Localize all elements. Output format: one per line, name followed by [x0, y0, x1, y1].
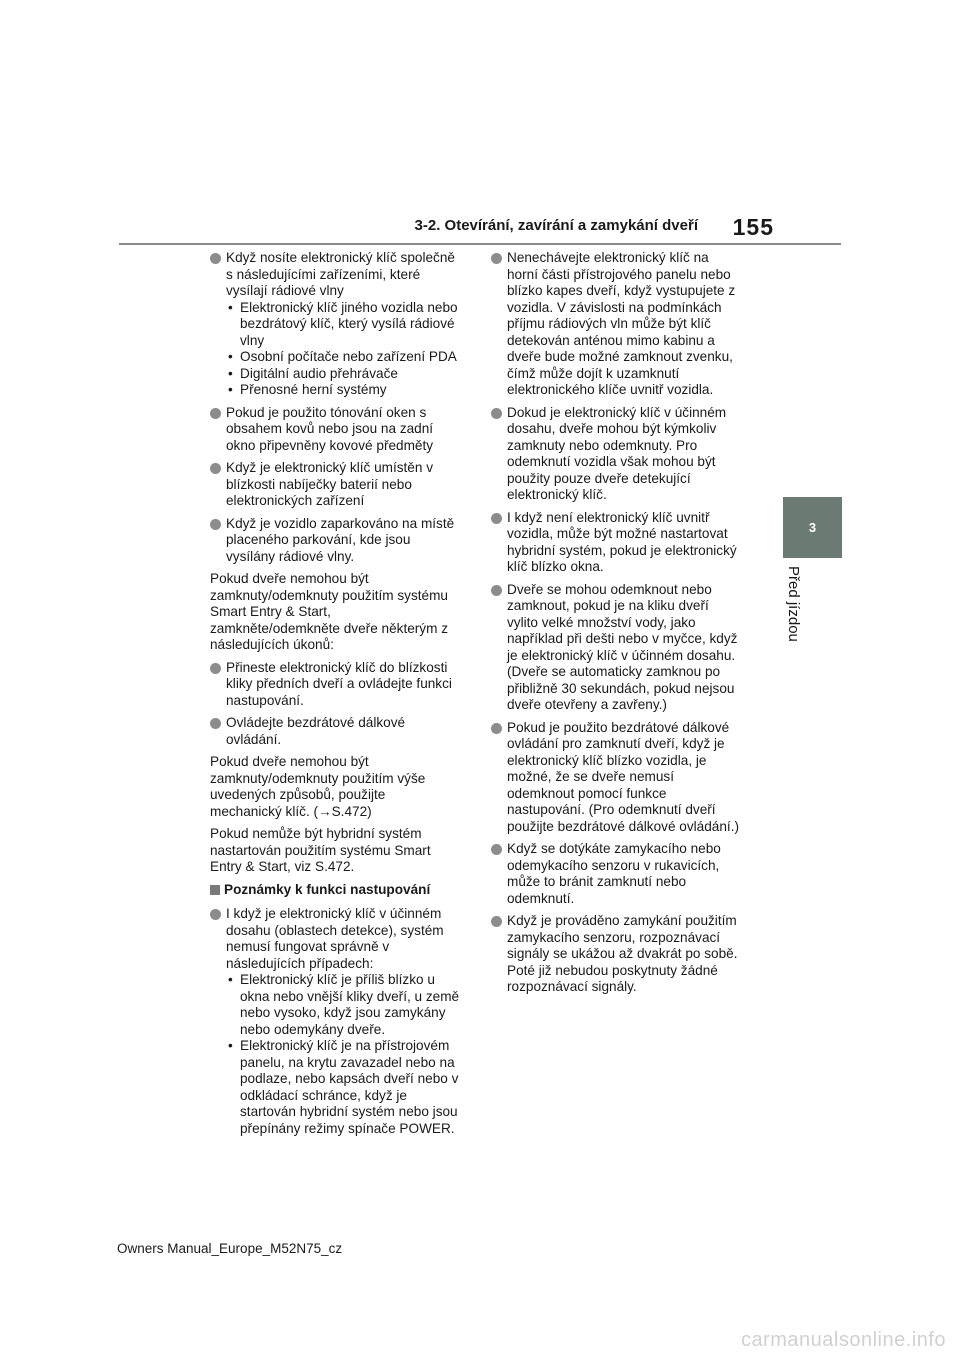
sub-list: [226, 300, 460, 399]
subsection-heading: [210, 882, 460, 899]
square-bullet-icon: [210, 885, 220, 895]
list-item: [491, 913, 741, 996]
item-text: Pokud je použito tónování oken s obsahem kovů nebo jsou na zadní okno připevněny kovové předměty: [226, 404, 434, 453]
paragraph: Pokud dveře nemohou být zamknuty/odemknuty použitím systému Smart Entry & Start, zamkněte/odemkněte dveře některým z následujících úkonů:: [210, 571, 449, 652]
sub-list-item: • Elektronický klíč je příliš blízko u okna nebo vnější kliky dveří, u země nebo vysoko, když jsou zamykány nebo odemykány dveře.: [226, 972, 460, 1038]
bullet-dot-icon: [491, 513, 502, 524]
bullet-dot-icon: [210, 718, 221, 729]
left-column: [210, 250, 460, 1143]
chapter-label-text: Před jízdou: [785, 566, 802, 642]
item-text: Ovládejte bezdrátové dálkové ovládání.: [226, 715, 406, 747]
item-text: Když nosíte elektronický klíč společně s následujícími zařízeními, které vysílají rádiové vlny: [226, 250, 455, 298]
header-divider: [119, 243, 841, 245]
item-text: I když je elektronický klíč v účinném dosahu (oblastech detekce), systém nemusí fungovat správně v následujících případech:: [226, 906, 444, 971]
subsection-heading-text: Poznámky k funkci nastupování: [224, 881, 431, 897]
chapter-label: [782, 566, 804, 676]
bullet-dot-icon: [491, 408, 502, 419]
bullet-dot-icon: [210, 253, 221, 264]
item-text: I když není elektronický klíč uvnitř vozidla, může být možné nastartovat hybridní systém, pokud je elektronický klíč blízko okna.: [507, 509, 737, 574]
list-item: [210, 460, 460, 510]
page-number: 155: [732, 214, 774, 240]
bullet-dot-icon: [210, 519, 221, 530]
list-item: [210, 715, 460, 748]
bullet-dot-icon: [210, 909, 221, 920]
item-text: Pokud je použito bezdrátové dálkové ovládání pro zamknutí dveří, když je elektronický klíč blízko vozidla, je možné, že se dveře nemusí odemknout pomocí funkce nastupování. (Pro odemknutí dveří použijte bezdrátové dálkové ovládání.): [507, 719, 739, 834]
right-column: [491, 250, 741, 1002]
item-text: Přineste elektronický klíč do blízkosti kliky předních dveří a ovládejte funkci nastupování.: [226, 659, 452, 708]
sub-list: [226, 972, 460, 1137]
section-title: 3-2. Otevírání, zavírání a zamykání dveří: [414, 217, 698, 234]
item-text: Dveře se mohou odemknout nebo zamknout, pokud je na kliku dveří vylito velké množství vody, jako například při dešti nebo v myčce, když je elektronický klíč v účinném dosahu. (Dveře se automaticky zamknou po přibližně 30 sekundách, pokud nejsou dveře otevřeny a zavřeny.): [507, 581, 738, 712]
sub-list-item: • Přenosné herní systémy: [226, 382, 460, 399]
bullet-dot-icon: [491, 723, 502, 734]
item-text: Když je prováděno zamykání použitím zamykacího senzoru, rozpoznávací signály se ukážou až dvakrát po sobě. Poté již nebudou poskytnuty žádné rozpoznávací signály.: [507, 913, 738, 994]
item-text: Když se dotýkáte zamykacího nebo odemykacího senzoru v rukavicích, může to bránit zamknutí nebo odemknutí.: [507, 841, 721, 906]
sub-list-item: • Osobní počítače nebo zařízení PDA: [226, 349, 460, 366]
item-text: Když je vozidlo zaparkováno na místě placeného parkování, kde jsou vysílány rádiové vlny.: [226, 515, 455, 564]
bullet-dot-icon: [491, 916, 502, 927]
watermark: carmanualsonline.info: [740, 1329, 946, 1351]
list-item: [491, 510, 741, 576]
bullet-dot-icon: [491, 253, 502, 264]
sub-list-item: • Elektronický klíč je na přístrojovém panelu, na krytu zavazadel nebo na podlaze, nebo kapsách dveří nebo v odkládací schránce, když je startován hybridní systém nebo jsou přepínány režimy spínače POWER.: [226, 1038, 460, 1137]
paragraph: Pokud nemůže být hybridní systém nastartován použitím systému Smart Entry & Start, viz S.472.: [210, 826, 431, 874]
paragraph: Pokud dveře nemohou být zamknuty/odemknuty použitím výše uvedených způsobů, použijte mechanický klíč. (→S.472): [210, 754, 426, 819]
list-item: [210, 660, 460, 710]
item-text: Dokud je elektronický klíč v účinném dosahu, dveře mohou být kýmkoliv zamknuty nebo odemknuty. Pro odemknutí vozidla však mohou být použity pouze dveře detekující elektronický klíč.: [507, 404, 727, 502]
list-item: [210, 250, 460, 399]
list-item: [491, 405, 741, 504]
list-item: [491, 582, 741, 714]
chapter-number: 3: [808, 520, 817, 535]
bullet-dot-icon: [491, 585, 502, 596]
list-item: [210, 906, 460, 1137]
list-item: [210, 405, 460, 455]
list-item: [491, 841, 741, 907]
chapter-tab: [783, 497, 842, 558]
list-item: [491, 720, 741, 836]
bullet-dot-icon: [491, 844, 502, 855]
item-text: Když je elektronický klíč umístěn v blízkosti nabíječky baterií nebo elektronických zařízení: [226, 460, 433, 508]
list-item: [491, 250, 741, 399]
bullet-dot-icon: [210, 663, 221, 674]
list-item: [210, 516, 460, 566]
footer-text: Owners Manual_Europe_M52N75_cz: [117, 1241, 343, 1256]
bullet-dot-icon: [210, 463, 221, 474]
bullet-dot-icon: [210, 408, 221, 419]
sub-list-item: • Digitální audio přehrávače: [226, 366, 460, 383]
sub-list-item: • Elektronický klíč jiného vozidla nebo bezdrátový klíč, který vysílá rádiové vlny: [226, 300, 460, 350]
item-text: Nenechávejte elektronický klíč na horní části přístrojového panelu nebo blízko kapes dveří, když vystupujete z vozidla. V závislosti na podmínkách příjmu rádiových vln může být klíč detekován anténou mimo kabinu a dveře bude možné zamknout zvenku, čímž může dojít k uzamknutí elektronického klíče uvnitř vozidla.: [507, 250, 736, 397]
